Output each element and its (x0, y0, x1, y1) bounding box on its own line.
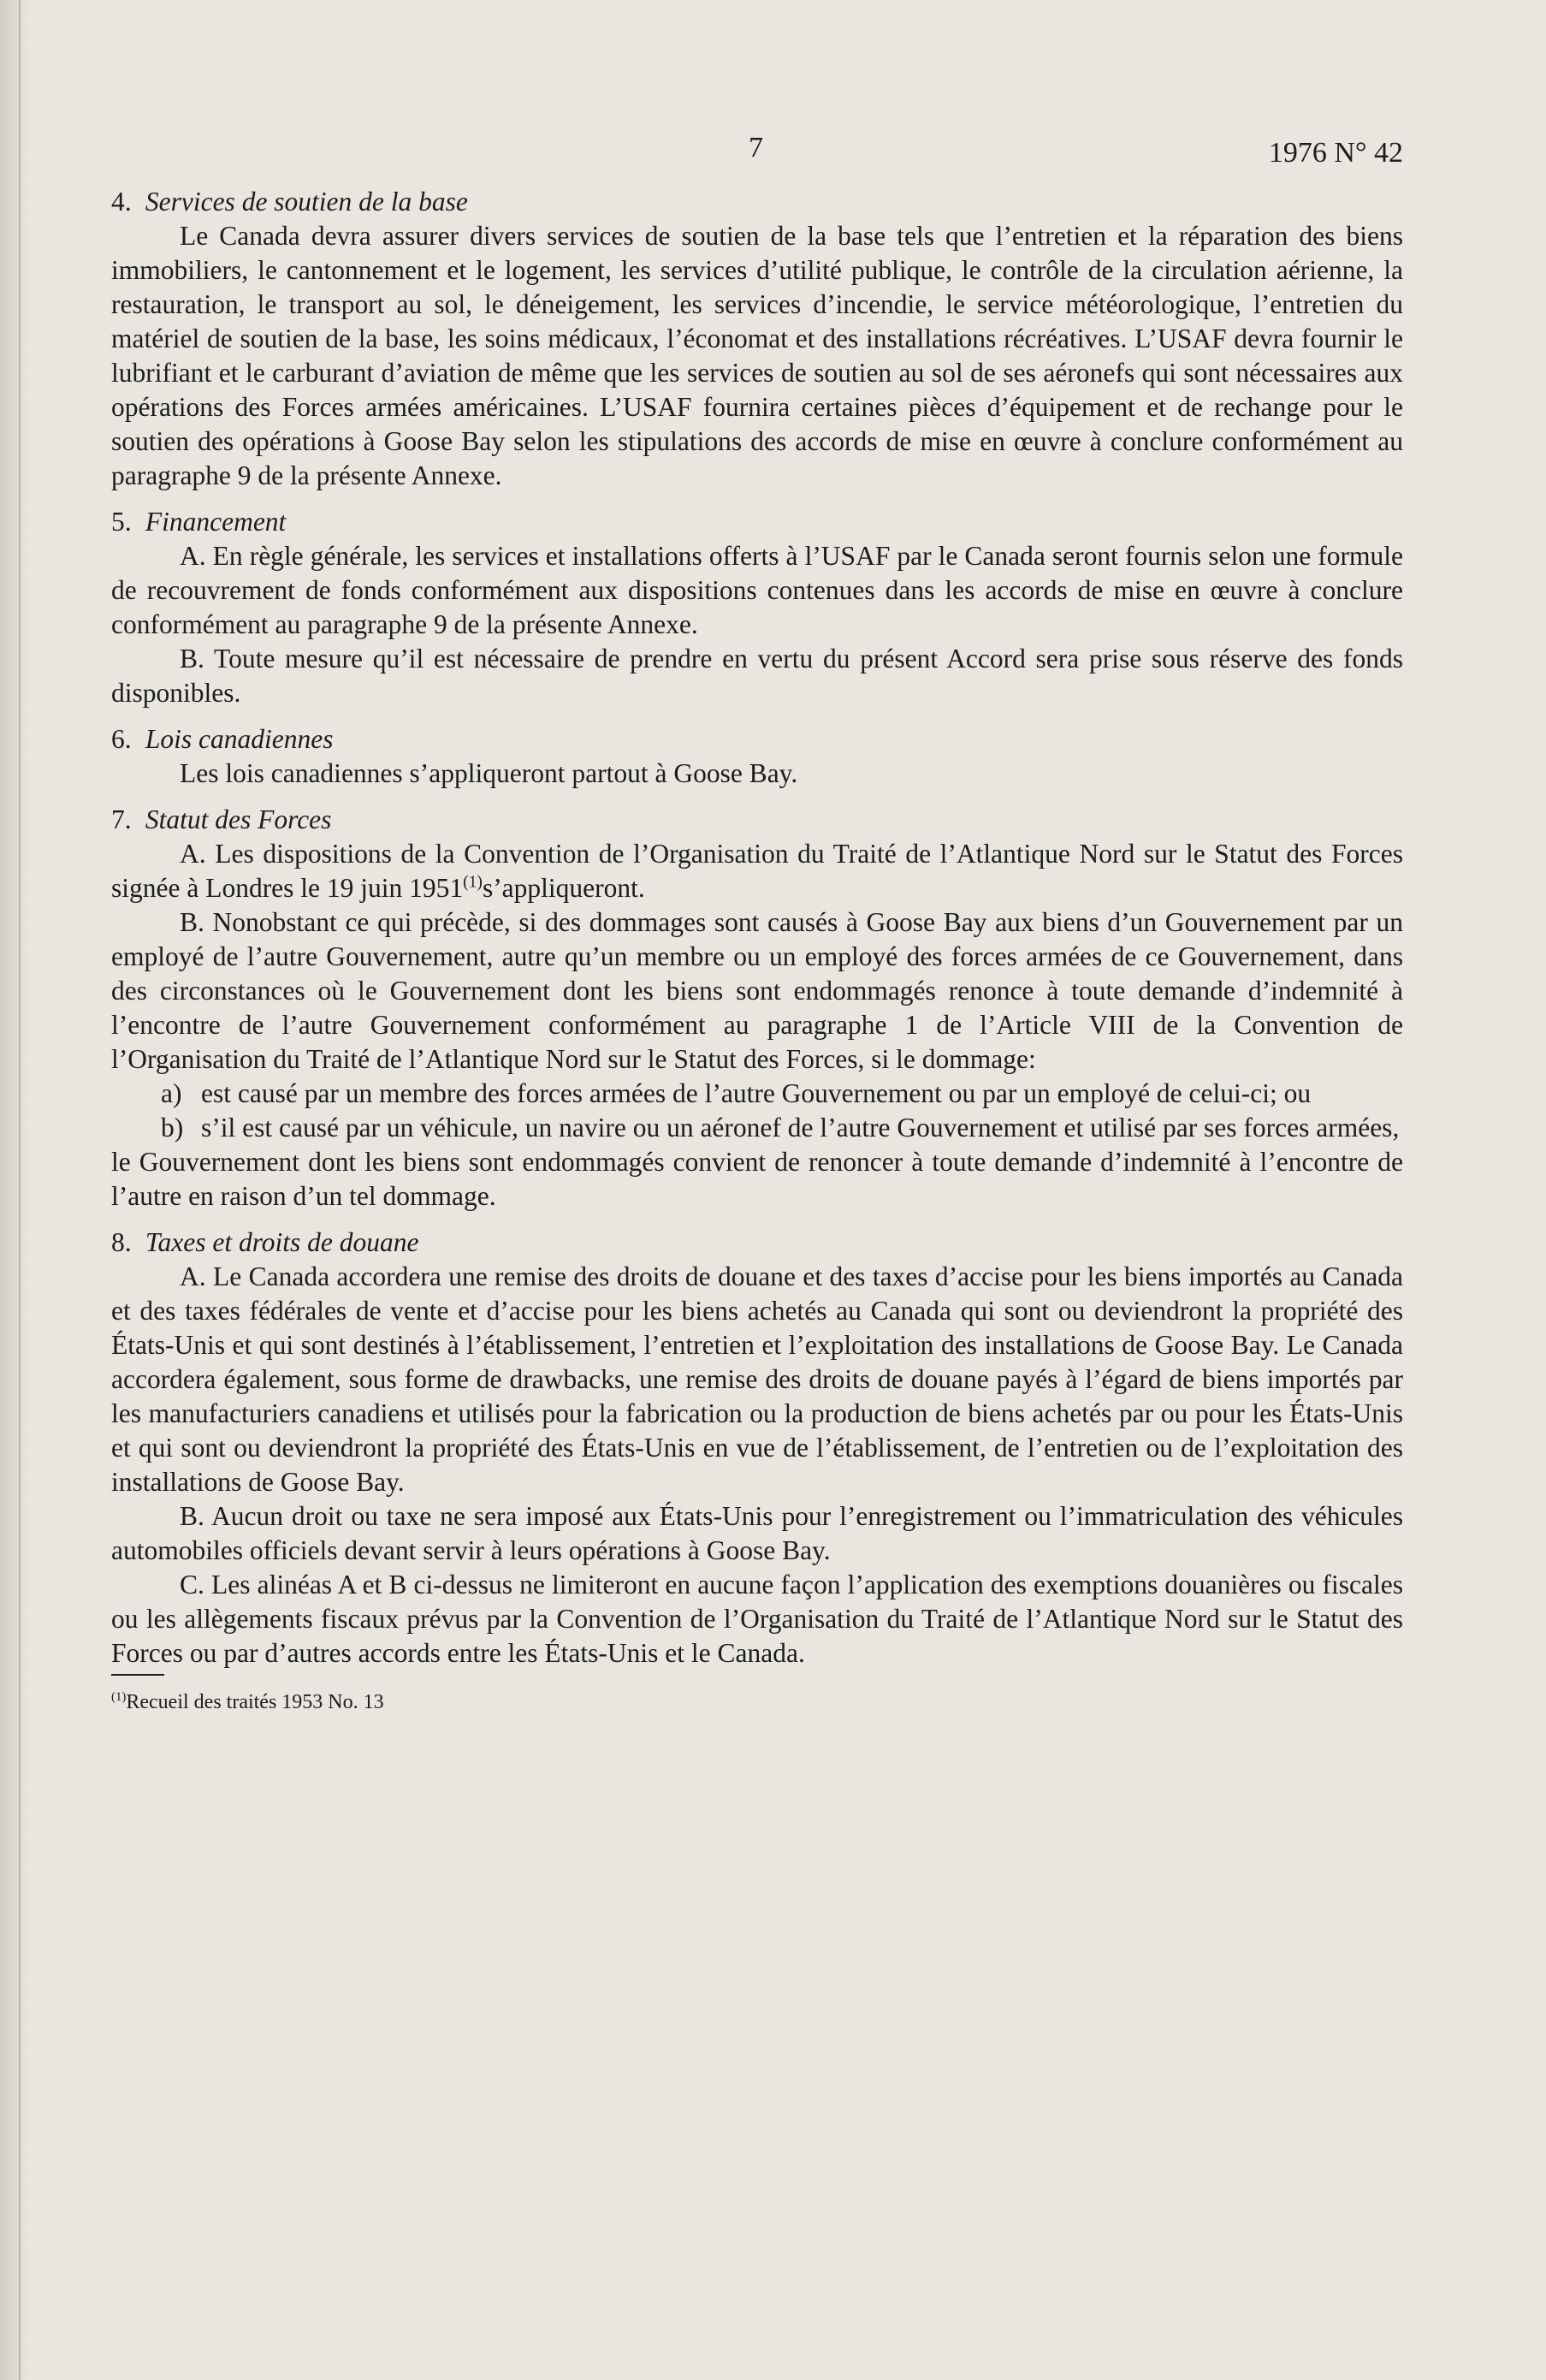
page-number: 7 (749, 132, 763, 163)
paragraph-text: s’appliqueront. (482, 873, 645, 903)
document-page (111, 120, 1403, 1717)
section-number: 6. (111, 724, 132, 754)
list-label: a) (161, 1078, 182, 1108)
section-number: 5. (111, 507, 132, 537)
footnote-reference: (1) (463, 873, 483, 892)
list-text: s’il est causé par un véhicule, un navire ou un aéronef de l’autre Gouvernement et utilisé par ses forces armées, (201, 1113, 1400, 1143)
section-8-paragraph-c: C. Les alinéas A et B ci-dessus ne limiteront en aucune façon l’application des exemptions douanières ou fiscales ou les allègements fiscaux prévus par la Convention de l’Organisation du Traité de l’Atlantique Nord sur le Statut des Forces ou par d’autres accords entre les États-Unis et le Canada. (111, 1570, 1403, 1668)
list-item-a (111, 1077, 1403, 1111)
section-7-closing: le Gouvernement dont les biens sont endommagés convient de renoncer à toute demande d’indemnité à l’encontre de l’autre en raison d’un tel dommage. (111, 1147, 1403, 1211)
section-title: Services de soutien de la base (145, 187, 468, 217)
section-7-paragraph-b: B. Nonobstant ce qui précède, si des dommages sont causés à Goose Bay aux biens d’un Gouvernement par un employé de l’autre Gouvernement, autre qu’un membre ou un employé des forces armées de ce Gouvernement, dans des circonstances où le Gouvernement dont les biens sont endommagés renonce à toute demande d’indemnité à l’encontre de l’autre Gouvernement conformément au paragraphe 1 de l’Article VIII de la Convention de l’Organisation du Traité de l’Atlantique Nord sur le Statut des Forces, si le dommage: (111, 907, 1403, 1074)
section-title: Lois canadiennes (145, 724, 334, 754)
section-heading-7 (111, 803, 1403, 837)
section-title: Statut des Forces (145, 804, 332, 834)
section-7-paragraph-a (111, 837, 1403, 905)
section-number: 4. (111, 187, 132, 217)
section-8-paragraph-b: B. Aucun droit ou taxe ne sera imposé aux États-Unis pour l’enregistrement ou l’immatriculation des véhicules automobiles officiels devant servir à leurs opérations à Goose Bay. (111, 1501, 1403, 1565)
section-6-paragraph: Les lois canadiennes s’appliqueront partout à Goose Bay. (180, 758, 798, 788)
section-title: Taxes et droits de douane (145, 1227, 419, 1257)
list-text: est causé par un membre des forces armées de l’autre Gouvernement ou par un employé de celui-ci; ou (201, 1078, 1312, 1108)
section-5-paragraph-b: B. Toute mesure qu’il est nécessaire de prendre en vertu du présent Accord sera prise sous réserve des fonds disponibles. (111, 644, 1403, 708)
book-gutter (0, 0, 29, 2380)
gutter-edge (19, 0, 21, 2380)
footnote-text: Recueil des traités 1953 No. 13 (126, 1691, 384, 1713)
document-body (111, 185, 1403, 1717)
footnote (111, 1688, 1403, 1717)
page-header (111, 120, 1403, 180)
list-item-b (111, 1111, 1403, 1145)
footnote-rule (111, 1674, 164, 1676)
section-title: Financement (145, 507, 287, 537)
section-8-paragraph-a: A. Le Canada accordera une remise des droits de douane et des taxes d’accise pour les biens importés au Canada et des taxes fédérales de vente et d’accise pour les biens achetés au Canada qui sont ou deviendront la propriété des États-Unis et qui sont destinés à l’établissement, l’entretien et l’exploitation des installations de Goose Bay. Le Canada accordera également, sous forme de drawbacks, une remise des droits de douane payés à l’égard de biens importés par les manufacturiers canadiens et utilisés pour la fabrication ou la production de biens achetés par ou pour les États-Unis et qui sont ou deviendront la propriété des États-Unis en vue de l’établissement, de l’entretien ou de l’exploitation des installations de Goose Bay. (111, 1261, 1403, 1497)
section-heading-5 (111, 505, 1403, 539)
section-heading-8 (111, 1226, 1403, 1260)
issue-reference: 1976 N° 42 (1268, 137, 1403, 169)
footnote-marker: (1) (111, 1690, 127, 1704)
list-label: b) (161, 1113, 184, 1143)
section-5-paragraph-a: A. En règle générale, les services et installations offerts à l’USAF par le Canada seront fournis selon une formule de recouvrement de fonds conformément aux dispositions contenues dans les accords de mise en œuvre à conclure conformément au paragraphe 9 de la présente Annexe. (111, 541, 1403, 639)
section-heading-4 (111, 185, 1403, 219)
section-heading-6 (111, 722, 1403, 757)
section-4-paragraph: Le Canada devra assurer divers services de soutien de la base tels que l’entretien et la réparation des biens immobiliers, le cantonnement et le logement, les services d’utilité publique, le contrôle de la circulation aérienne, la restauration, le transport au sol, le déneigement, les services d’incendie, le service météorologique, l’entretien du matériel de soutien de la base, les soins médicaux, l’économat et des installations récréatives. L’USAF devra fournir le lubrifiant et le carburant d’aviation de même que les services de soutien au sol de ses aéronefs qui sont nécessaires aux opérations des Forces armées américaines. L’USAF fournira certaines pièces d’équipement et de rechange pour le soutien des opérations à Goose Bay selon les stipulations des accords de mise en œuvre à conclure conformément au paragraphe 9 de la présente Annexe. (111, 221, 1403, 490)
paragraph-text: A. Les dispositions de la Convention de l’Organisation du Traité de l’Atlantique Nord sur le Statut des Forces signée à Londres le 19 juin 1951 (111, 839, 1403, 903)
section-number: 7. (111, 804, 132, 834)
section-number: 8. (111, 1227, 132, 1257)
